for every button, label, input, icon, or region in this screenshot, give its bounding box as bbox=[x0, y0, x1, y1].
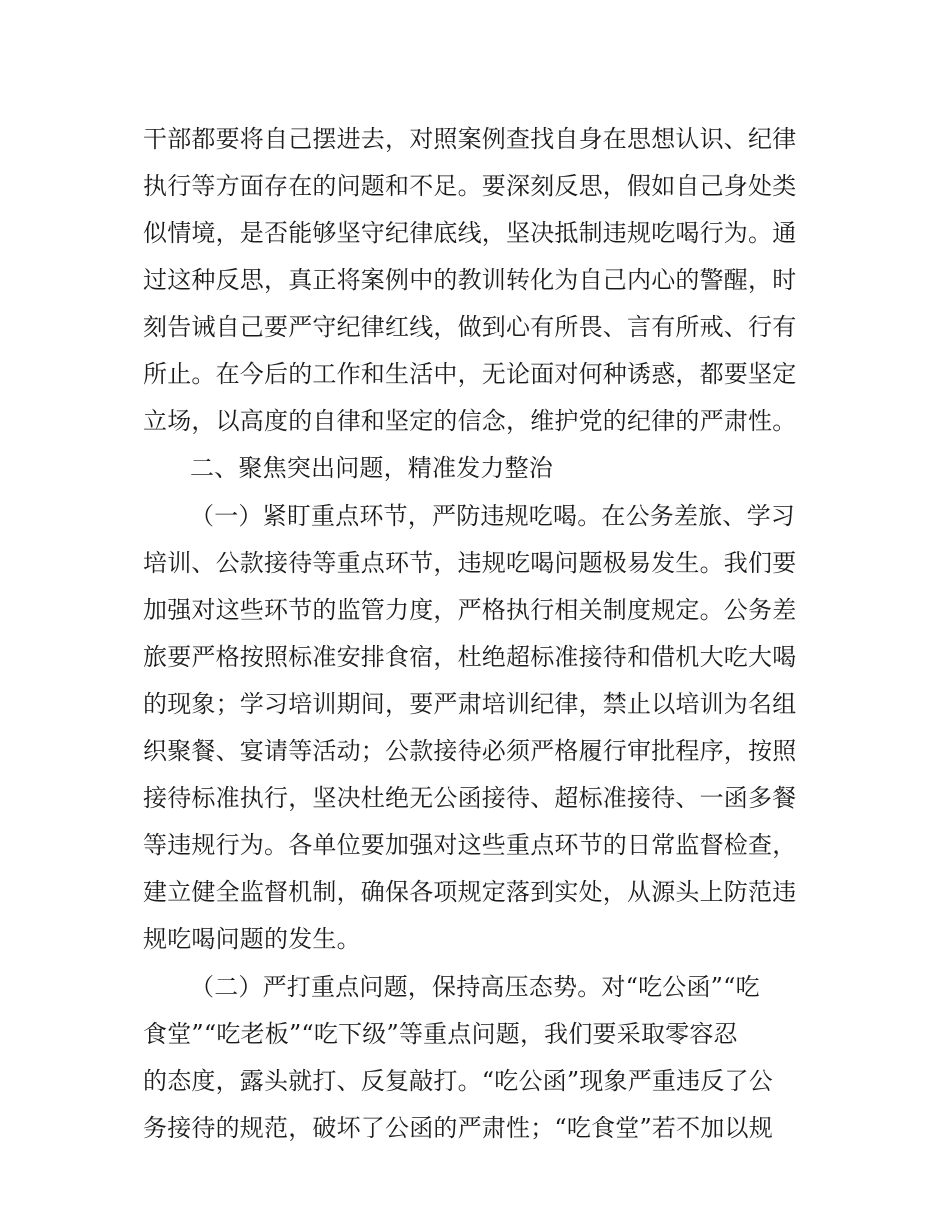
paragraph-line: 所止。在今后的工作和生活中，无论面对何种诱惑，都要坚定 bbox=[143, 360, 797, 388]
paragraph-line: 建立健全监督机制，确保各项规定落到实处，从源头上防范违 bbox=[143, 878, 797, 906]
paragraph-line: 执行等方面存在的问题和不足。要深刻反思，假如自己身处类 bbox=[143, 172, 797, 200]
paragraph-line: 食堂”“吃老板”“吃下级”等重点问题，我们要采取零容忍 bbox=[143, 1020, 738, 1048]
paragraph-line: 接待标准执行，坚决杜绝无公函接待、超标准接待、一函多餐 bbox=[143, 784, 797, 812]
paragraph-line: 的现象；学习培训期间，要严肃培训纪律，禁止以培训为名组 bbox=[143, 690, 797, 718]
paragraph-line: 干部都要将自己摆进去，对照案例查找自身在思想认识、纪律 bbox=[143, 125, 797, 153]
paragraph-line: 立场，以高度的自律和坚定的信念，维护党的纪律的严肃性。 bbox=[143, 407, 797, 435]
paragraph-line: 等违规行为。各单位要加强对这些重点环节的日常监督检查， bbox=[143, 831, 797, 859]
subsection-heading-line: （二）严打重点问题，保持高压态势。对“吃公函”“吃 bbox=[190, 973, 760, 1001]
paragraph-line: 规吃喝问题的发生。 bbox=[143, 925, 361, 953]
paragraph-line: 旅要严格按照标准安排食宿，杜绝超标准接待和借机大吃大喝 bbox=[143, 643, 797, 671]
paragraph-line: 加强对这些环节的监管力度，严格执行相关制度规定。公务差 bbox=[143, 596, 797, 624]
section-heading: 二、聚焦突出问题，精准发力整治 bbox=[190, 454, 553, 482]
paragraph-line: 似情境，是否能够坚守纪律底线，坚决抵制违规吃喝行为。通 bbox=[143, 219, 797, 247]
paragraph-line: 织聚餐、宴请等活动；公款接待必须严格履行审批程序，按照 bbox=[143, 737, 797, 765]
paragraph-line: 刻告诫自己要严守纪律红线，做到心有所畏、言有所戒、行有 bbox=[143, 313, 797, 341]
paragraph-line: 培训、公款接待等重点环节，违规吃喝问题极易发生。我们要 bbox=[143, 549, 797, 577]
paragraph-line: 过这种反思，真正将案例中的教训转化为自己内心的警醒，时 bbox=[143, 266, 797, 294]
paragraph-line: 的态度，露头就打、反复敲打。“吃公函”现象严重违反了公 bbox=[143, 1067, 773, 1095]
subsection-heading-line: （一）紧盯重点环节，严防违规吃喝。在公务差旅、学习 bbox=[190, 502, 795, 530]
paragraph-line: 务接待的规范，破坏了公函的严肃性；“吃食堂”若不加以规 bbox=[143, 1114, 773, 1142]
